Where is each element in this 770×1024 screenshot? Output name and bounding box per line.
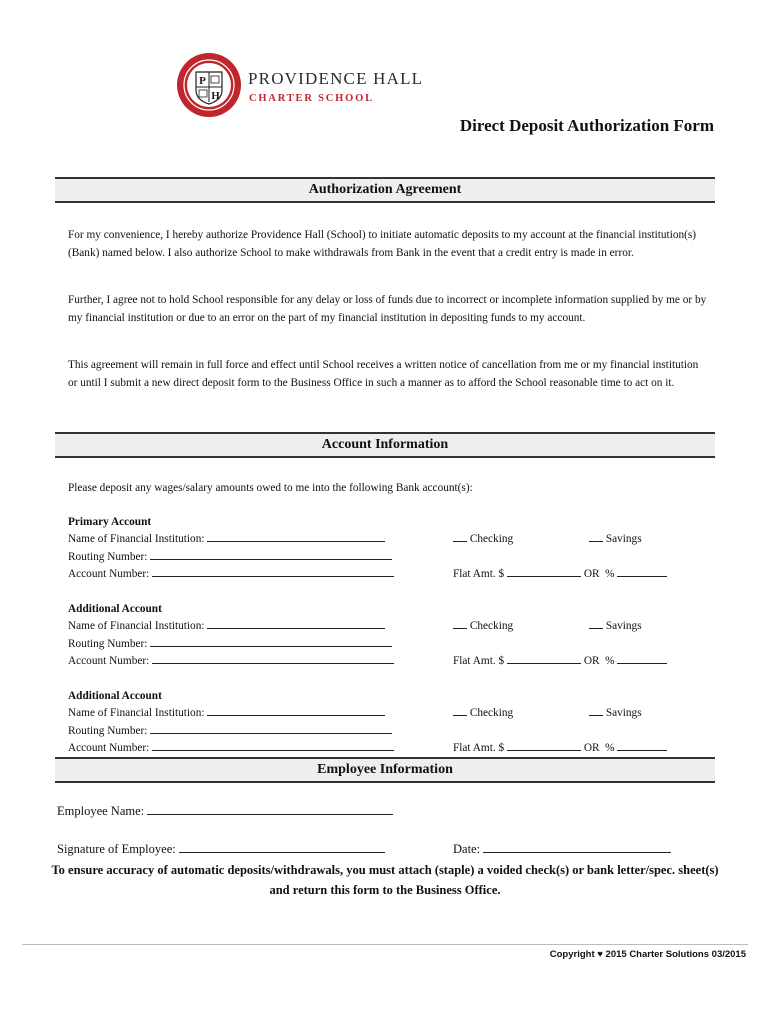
account-number-field[interactable]: Account Number: xyxy=(68,741,394,755)
seal-letter-p: P xyxy=(199,75,206,87)
employee-signature-field[interactable]: Signature of Employee: xyxy=(57,842,385,857)
brand-name: PROVIDENCE HALL xyxy=(248,69,424,88)
checking-option[interactable]: Checking xyxy=(453,706,513,720)
flat-amount-field[interactable]: Flat Amt. $ OR % xyxy=(453,654,667,668)
institution-field[interactable]: Name of Financial Institution: xyxy=(68,532,385,546)
savings-option[interactable]: Savings xyxy=(589,619,642,633)
account-number-field[interactable]: Account Number: xyxy=(68,654,394,668)
seal-letter-h: H xyxy=(211,90,220,102)
account-block-title: Additional Account xyxy=(68,603,162,615)
copyright-text: Copyright ♥ 2015 Charter Solutions 03/2015 xyxy=(549,949,746,960)
authorization-paragraph-2: Further, I agree not to hold School responsible for any delay or loss of funds due to incorrect or incomplete information supplied by me or by my financial institution or due to an error on the part of my financial institution in depositing funds to my account. xyxy=(68,294,707,324)
attachment-notice: To ensure accuracy of automatic deposits/withdrawals, you must attach (staple) a voided check(s) or bank letter/spec. sheet(s) and return this form to the Business Office. xyxy=(51,863,719,897)
form-title: Direct Deposit Authorization Form xyxy=(459,116,714,135)
routing-field[interactable]: Routing Number: xyxy=(68,724,392,738)
account-block-title: Additional Account xyxy=(68,690,162,702)
routing-field[interactable]: Routing Number: xyxy=(68,637,392,651)
checking-option[interactable]: Checking xyxy=(453,619,513,633)
authorization-paragraph-3: This agreement will remain in full force and effect until School receives a written notice of cancellation from me or my financial institution or until I submit a new direct deposit form to the Business Office in such a manner as to afford the School reasonable time to act on it. xyxy=(68,359,699,389)
flat-amount-field[interactable]: Flat Amt. $ OR % xyxy=(453,741,667,755)
routing-field[interactable]: Routing Number: xyxy=(68,550,392,564)
institution-field[interactable]: Name of Financial Institution: xyxy=(68,619,385,633)
account-block-title: Primary Account xyxy=(68,516,152,528)
authorization-paragraph-1: For my convenience, I hereby authorize Providence Hall (School) to initiate automatic deposits to my account at the financial institution(s) (Bank) named below. I also authorize School to make withdrawals from Bank in the event that a credit entry is made in error. xyxy=(68,229,697,259)
savings-option[interactable]: Savings xyxy=(589,532,642,546)
flat-amount-field[interactable]: Flat Amt. $ OR % xyxy=(453,567,667,581)
institution-field[interactable]: Name of Financial Institution: xyxy=(68,706,385,720)
authorization-heading: Authorization Agreement xyxy=(55,177,715,203)
school-seal-icon xyxy=(176,52,242,118)
account-heading: Account Information xyxy=(55,432,715,458)
school-logo xyxy=(176,52,426,124)
employee-name-field[interactable]: Employee Name: xyxy=(57,804,393,819)
savings-option[interactable]: Savings xyxy=(589,706,642,720)
employee-heading: Employee Information xyxy=(55,757,715,783)
brand-subtitle: CHARTER SCHOOL xyxy=(249,93,374,104)
date-field[interactable]: Date: xyxy=(453,842,671,857)
footer-divider xyxy=(22,944,748,945)
account-number-field[interactable]: Account Number: xyxy=(68,567,394,581)
checking-option[interactable]: Checking xyxy=(453,532,513,546)
account-intro: Please deposit any wages/salary amounts owed to me into the following Bank account(s): xyxy=(68,482,473,494)
